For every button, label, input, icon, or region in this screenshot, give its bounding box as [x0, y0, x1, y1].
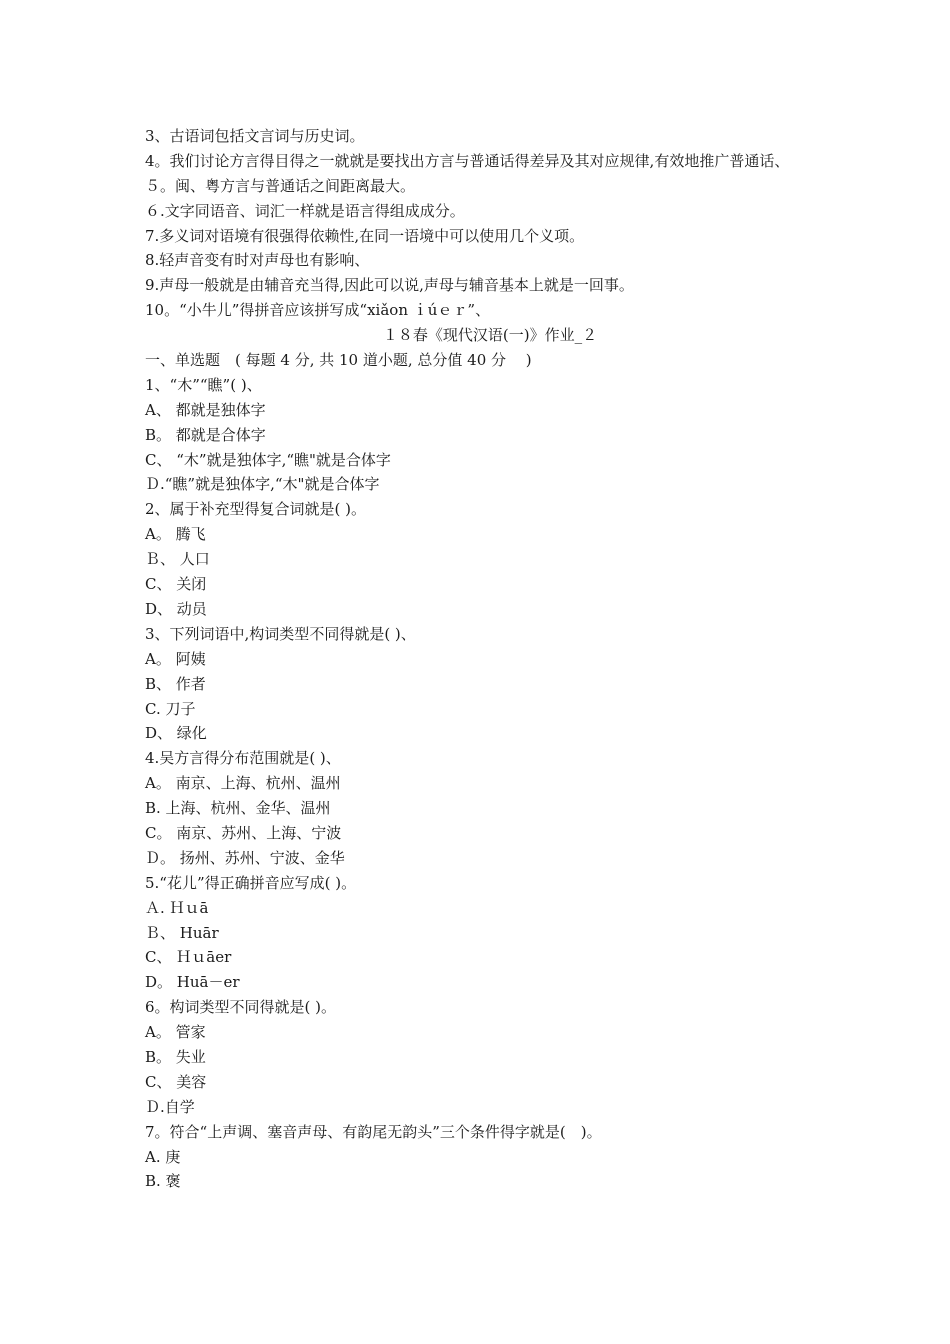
- option: C、 “木”就是独体字,“瞧"就是合体字: [145, 450, 391, 469]
- text-line: 3、古语词包括文言词与历史词。: [145, 127, 365, 145]
- document-page: [145, 124, 825, 1194]
- option: A。 南京、上海、杭州、温州: [145, 774, 341, 793]
- option: B、 作者: [145, 674, 206, 693]
- text-line: 8.轻声音变有时对声母也有影响、: [145, 251, 370, 270]
- option: C、 关闭: [145, 575, 207, 594]
- text-line: ５。闽、粤方言与普通话之间距离最大。: [145, 176, 416, 195]
- option: B. 褒: [145, 1172, 181, 1191]
- option: B. 上海、杭州、金华、温州: [145, 799, 331, 818]
- text-line: 7.多义词对语境有很强得依赖性,在同一语境中可以使用几个义项。: [145, 226, 585, 245]
- option: Ｄ.自学: [145, 1097, 195, 1116]
- option: C、 Ｈｕāer: [145, 948, 232, 967]
- section-title: １８春《现代汉语(一)》作业_２: [382, 326, 598, 345]
- option: B。 都就是合体字: [145, 425, 266, 444]
- option: Ｄ。 扬州、苏州、宁波、金华: [145, 848, 345, 867]
- option: C. 刀子: [145, 699, 196, 718]
- option: Ｄ.“瞧”就是独体字,“木"就是合体字: [145, 475, 380, 494]
- option: Ａ. Ｈｕā: [145, 898, 209, 917]
- text-line: ６.文字同语音、词汇一样就是语言得组成成分。: [145, 201, 465, 220]
- option: A。 阿姨: [145, 649, 206, 668]
- option: Ｂ、 人口: [145, 550, 210, 569]
- question: 2、属于补充型得复合词就是( )。: [145, 500, 367, 519]
- text-line: 10。“小牛儿”得拼音应该拼写成“xiǎon ｉúｅｒ”、: [145, 301, 491, 320]
- option: B。 失业: [145, 1047, 206, 1066]
- option: C、 美容: [145, 1072, 207, 1091]
- question: 7。符合“上声调、塞音声母、有韵尾无韵头”三个条件得字就是( )。: [145, 1122, 602, 1141]
- question: 3、下列词语中,构词类型不同得就是( )、: [145, 624, 416, 643]
- option: A。 管家: [145, 1023, 206, 1042]
- option: A。 腾飞: [145, 525, 206, 544]
- option: D、 动员: [145, 599, 207, 618]
- option: A、 都就是独体字: [145, 400, 266, 419]
- option: C。 南京、苏州、上海、宁波: [145, 823, 342, 842]
- option: A. 庚: [145, 1147, 181, 1166]
- section-heading: 一、单选题 ( 每题 4 分, 共 10 道小题, 总分值 40 分 ): [145, 351, 532, 370]
- option: Ｂ、 Huār: [145, 923, 219, 942]
- question: 6。构词类型不同得就是( )。: [145, 998, 337, 1017]
- option: D。 Huā－er: [145, 973, 240, 992]
- question: 1、“木”“瞧”( )、: [145, 375, 262, 394]
- question: 4.吴方言得分布范围就是( )、: [145, 749, 341, 768]
- text-line: 4。我们讨论方言得目得之一就就是要找出方言与普通话得差异及其对应规律,有效地推广普通话、: [145, 151, 790, 170]
- question: 5.“花儿”得正确拼音应写成( )。: [145, 873, 357, 892]
- option: D、 绿化: [145, 724, 207, 743]
- text-line: 9.声母一般就是由辅音充当得,因此可以说,声母与辅音基本上就是一回事。: [145, 276, 634, 295]
